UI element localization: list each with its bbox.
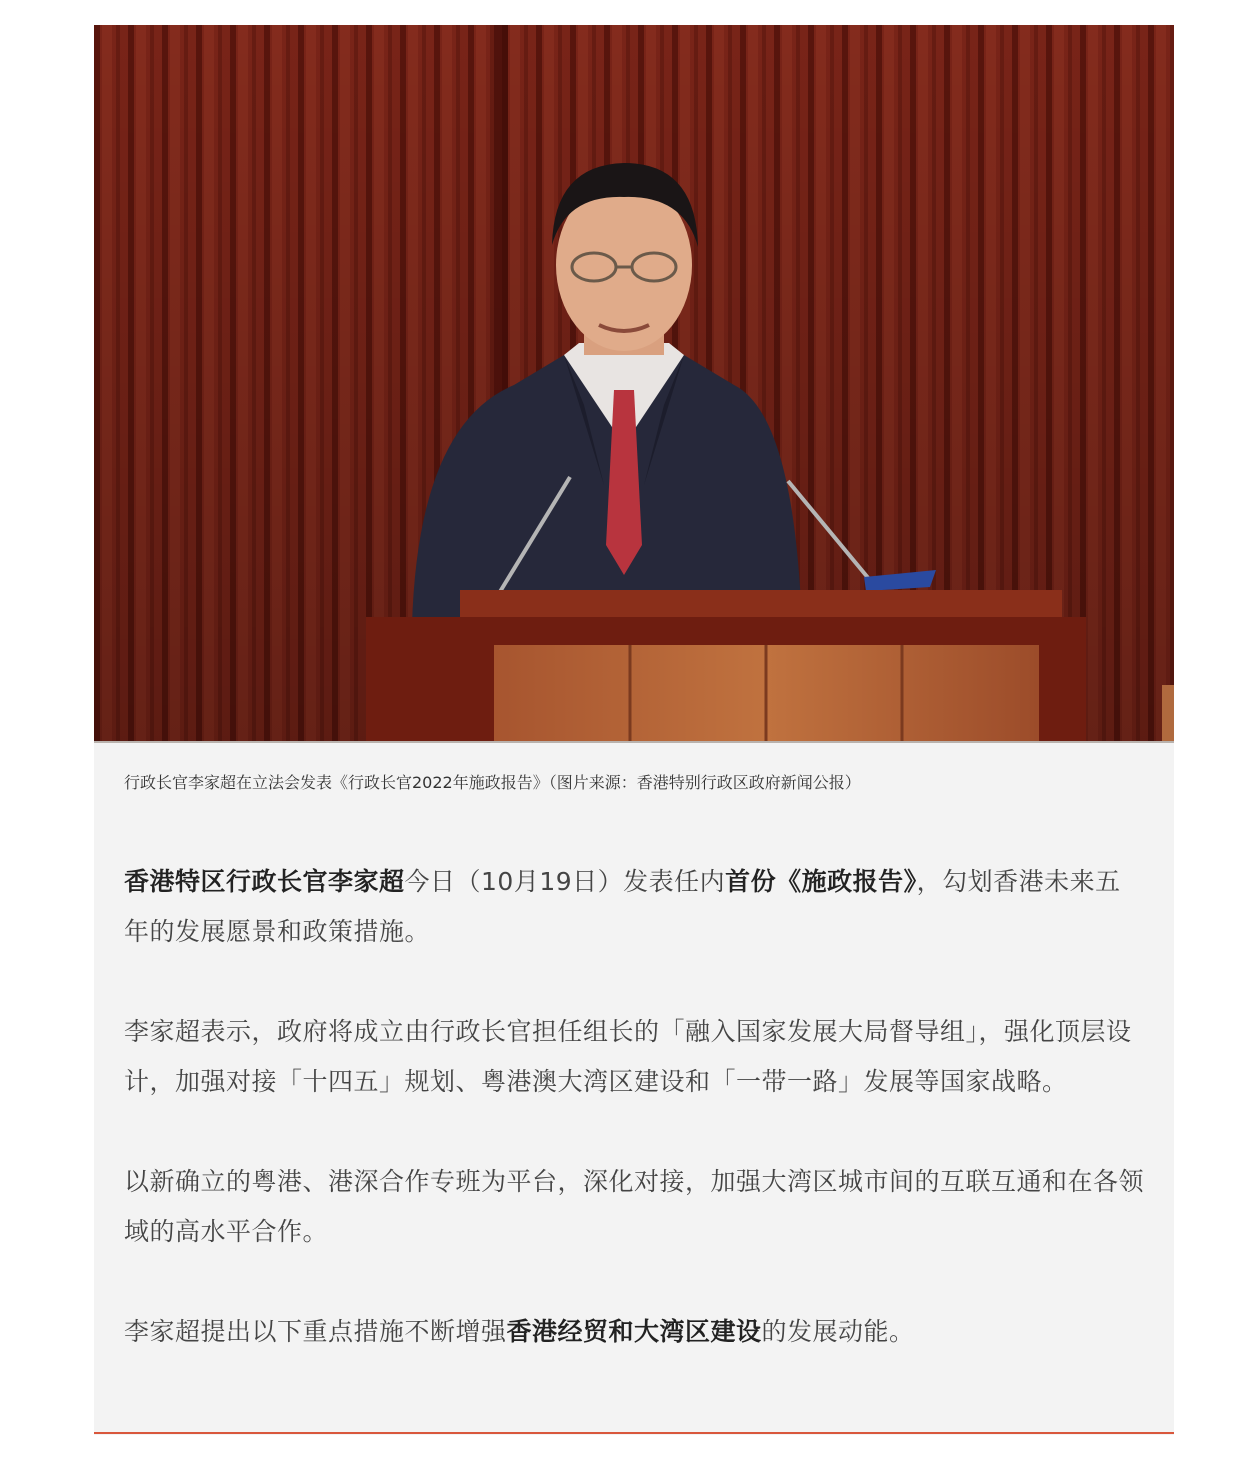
bold-text: 香港特区行政长官李家超 xyxy=(124,867,405,896)
paragraph-4 xyxy=(124,1307,1144,1357)
bold-text: 香港经贸和大湾区建设 xyxy=(506,1317,762,1346)
paragraph-2 xyxy=(124,1007,1144,1107)
photo-caption: 行政长官李家超在立法会发表《行政长官2022年施政报告》（图片来源：香港特别行政区政府新闻公报） xyxy=(124,773,861,792)
article-photo xyxy=(94,25,1174,741)
article-card xyxy=(94,25,1174,1435)
body-text: ，勾划香港未来五年的发展愿景和政策措施。 xyxy=(124,867,1121,946)
paragraph-1 xyxy=(124,857,1144,957)
photo-divider xyxy=(94,741,1174,743)
body-text: 以新确立的粤港、港深合作专班为平台，深化对接，加强大湾区城市间的互联互通和在各领域的高水平合作。 xyxy=(124,1167,1145,1246)
body-text: 的发展动能。 xyxy=(761,1317,915,1346)
body-text: 今日（10月19日）发表任内 xyxy=(404,867,726,896)
bold-text: 首份《施政报告》 xyxy=(725,867,917,896)
body-text: 李家超表示，政府将成立由行政长官担任组长的「融入国家发展大局督导组」，强化顶层设计，加强对接「十四五」规划、粤港澳大湾区建设和「一带一路」发展等国家战略。 xyxy=(124,1017,1132,1096)
article-body xyxy=(124,857,1144,1357)
paragraph-3 xyxy=(124,1157,1144,1257)
bottom-divider xyxy=(94,1432,1174,1434)
body-text: 李家超提出以下重点措施不断增强 xyxy=(124,1317,507,1346)
